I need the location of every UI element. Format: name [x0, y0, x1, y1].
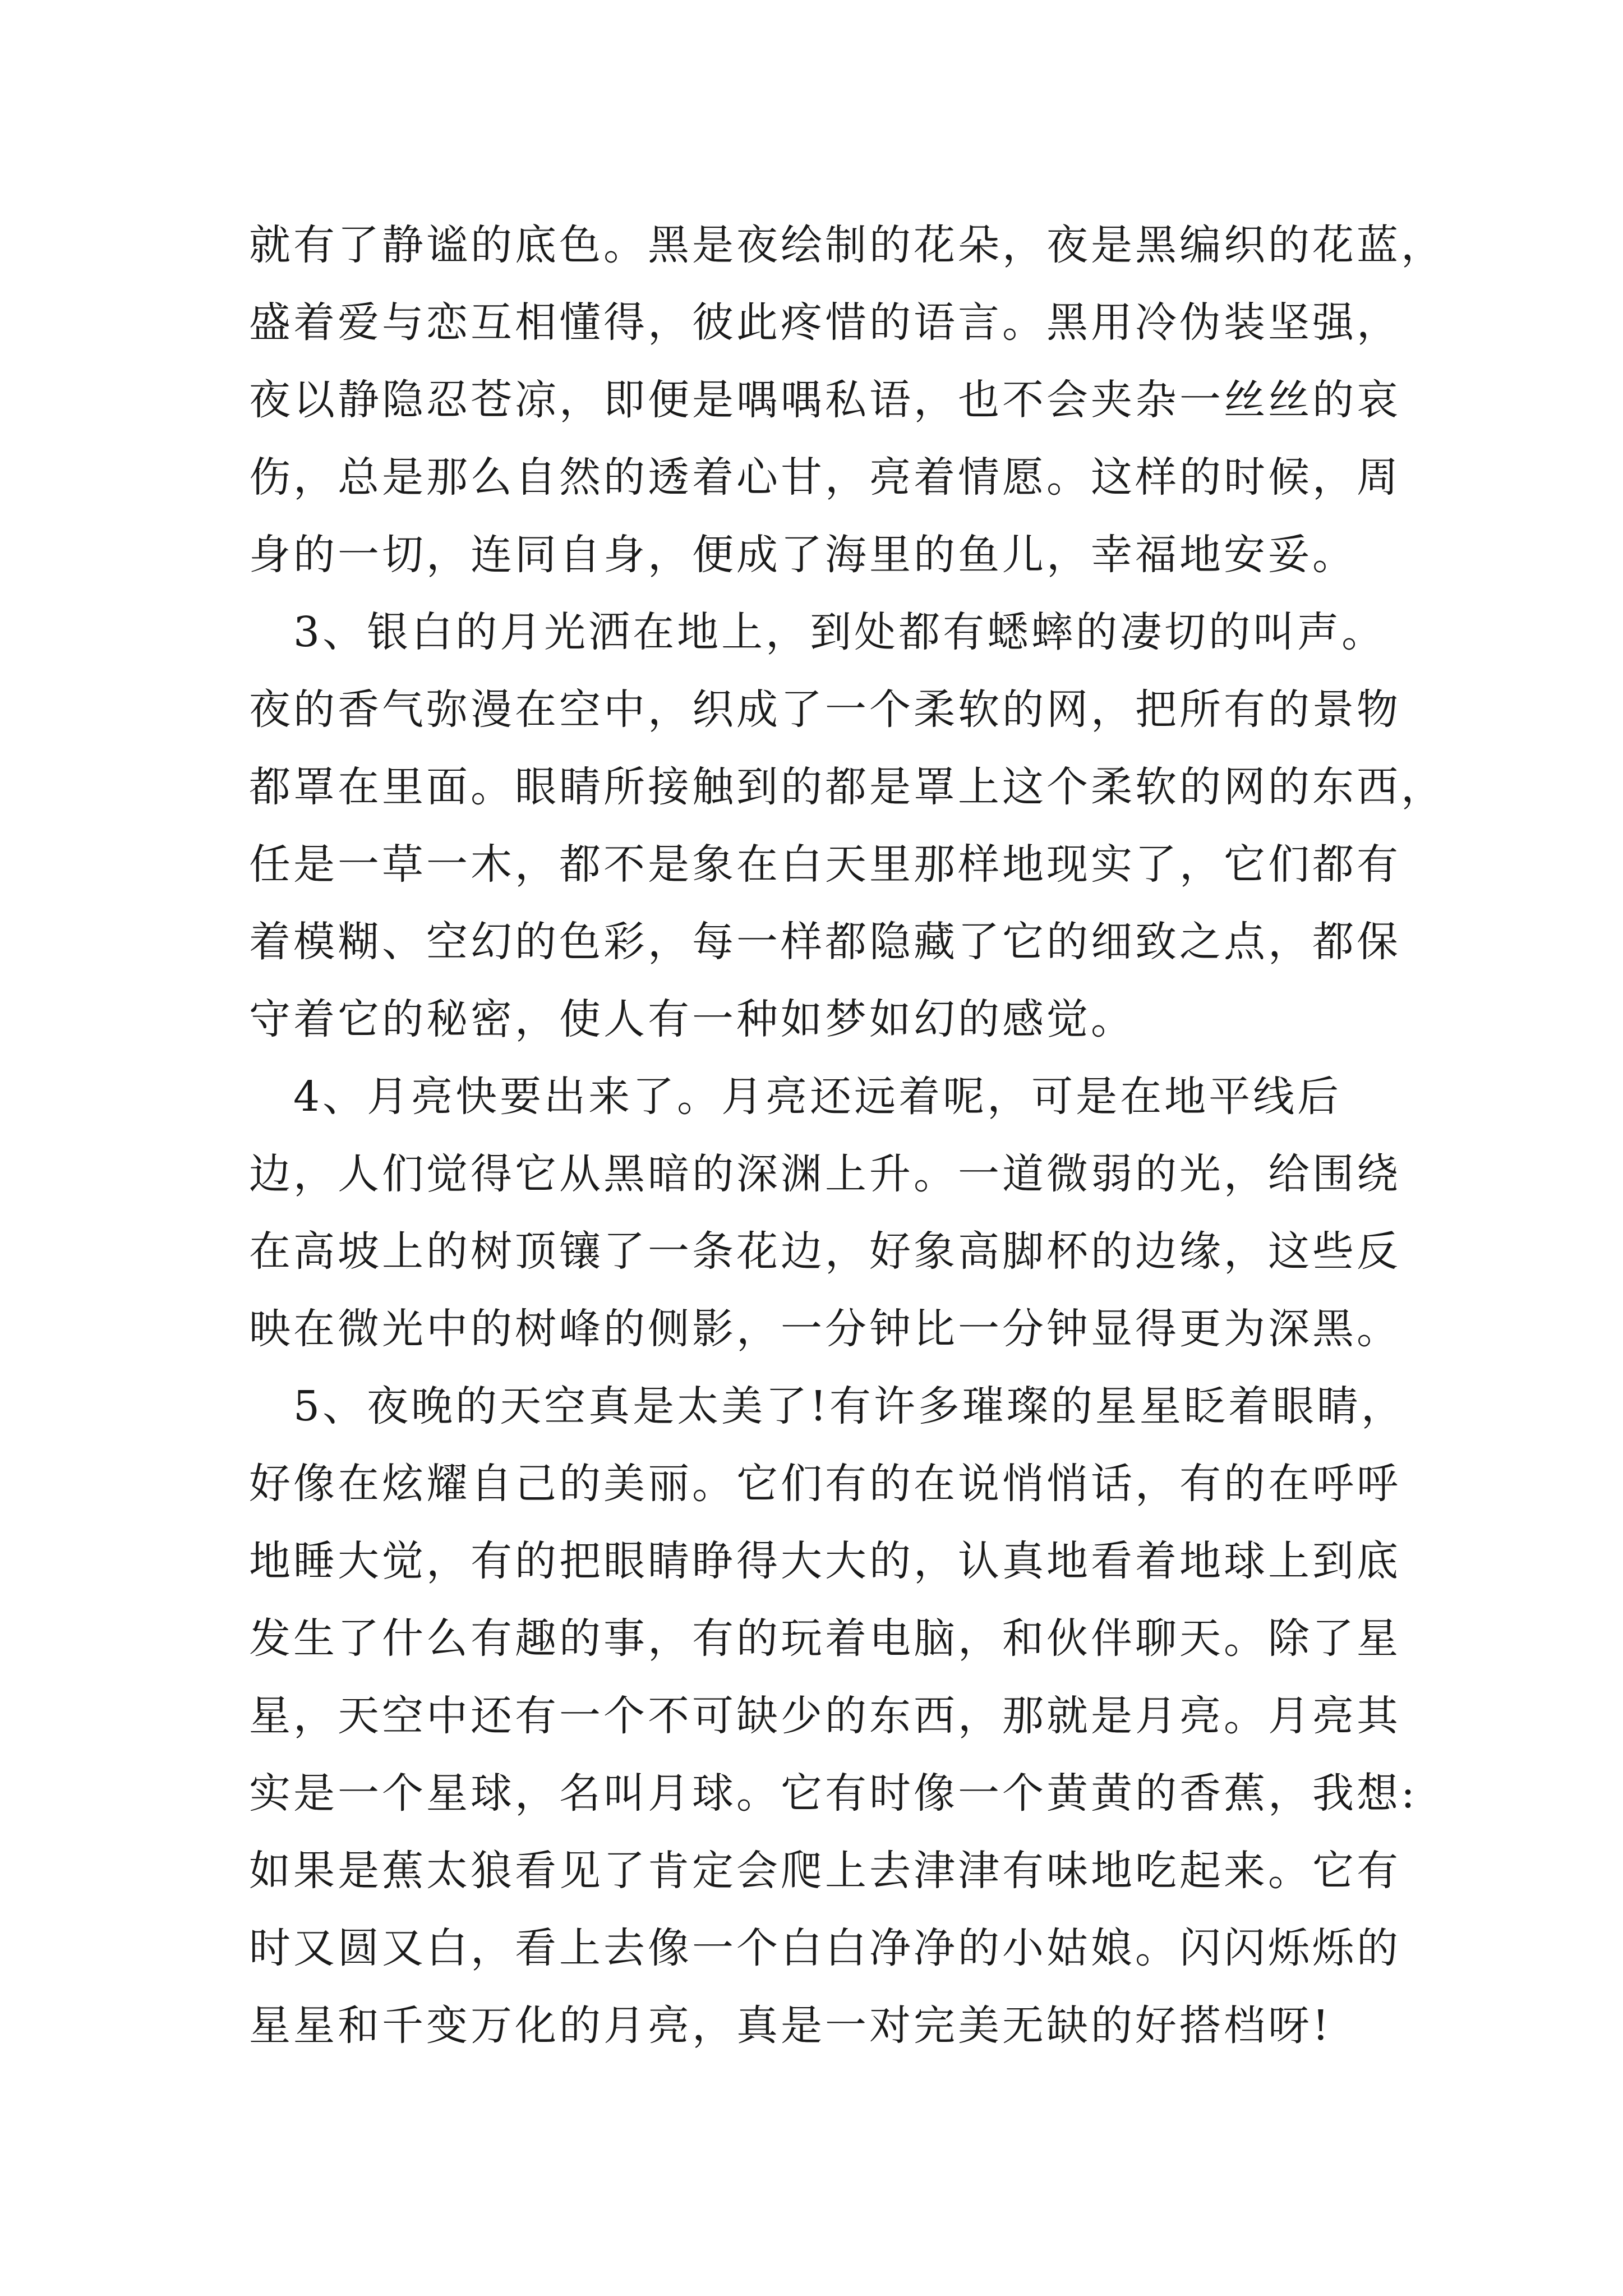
text-line: 如果是蕉太狼看见了肯定会爬上去津津有味地吃起来。它有 — [249, 1847, 1401, 1895]
text-line: 盛着爱与恋互相懂得，彼此疼惜的语言。黑用冷伪装坚强， — [249, 298, 1401, 347]
text-line: 发生了什么有趣的事，有的玩着电脑，和伙伴聊天。除了星 — [249, 1614, 1401, 1663]
text-line: 夜以静隐忍苍凉，即便是喁喁私语，也不会夹杂一丝丝的哀 — [249, 376, 1401, 424]
text-line: 地睡大觉，有的把眼睛睁得大大的，认真地看着地球上到底 — [249, 1537, 1401, 1585]
text-line: 好像在炫耀自己的美丽。它们有的在说悄悄话，有的在呼呼 — [249, 1460, 1401, 1508]
text-line: 就有了静谧的底色。黑是夜绘制的花朵，夜是黑编织的花蓝， — [249, 221, 1445, 269]
text-line: 实是一个星球，名叫月球。它有时像一个黄黄的香蕉，我想: — [249, 1769, 1418, 1818]
paragraph-4-start: 4、月亮快要出来了。月亮还远着呢，可是在地平线后 — [249, 1073, 1342, 1121]
paragraph-5-start: 5、夜晚的天空真是太美了!有许多璀璨的星星眨着眼睛， — [249, 1382, 1405, 1430]
text-line: 夜的香气弥漫在空中，织成了一个柔软的网，把所有的景物 — [249, 685, 1401, 734]
text-line: 时又圆又白，看上去像一个白白净净的小姑娘。闪闪烁烁的 — [249, 1924, 1401, 1972]
text-line: 伤，总是那么自然的透着心甘，亮着情愿。这样的时候，周 — [249, 453, 1401, 501]
text-line: 着模糊、空幻的色彩，每一样都隐藏了它的细致之点，都保 — [249, 918, 1401, 966]
text-line: 都罩在里面。眼睛所接触到的都是罩上这个柔软的网的东西， — [249, 763, 1445, 811]
text-line: 星星和千变万化的月亮，真是一对完美无缺的好搭档呀! — [249, 2001, 1332, 2050]
text-line: 星，天空中还有一个不可缺少的东西，那就是月亮。月亮其 — [249, 1692, 1401, 1740]
text-line: 边，人们觉得它从黑暗的深渊上升。一道微弱的光，给围绕 — [249, 1150, 1401, 1198]
text-line: 身的一切，连同自身，便成了海里的鱼儿，幸福地安妥。 — [249, 531, 1357, 579]
text-line: 在高坡上的树顶镶了一条花边，好象高脚杯的边缘，这些反 — [249, 1227, 1401, 1276]
body-text — [249, 206, 1445, 2064]
text-line: 守着它的秘密，使人有一种如梦如幻的感觉。 — [249, 995, 1135, 1043]
paragraph-3-start: 3、银白的月光洒在地上，到处都有蟋蟀的凄切的叫声。 — [249, 608, 1386, 656]
text-line: 映在微光中的树峰的侧影，一分钟比一分钟显得更为深黑。 — [249, 1305, 1401, 1353]
text-line: 任是一草一木，都不是象在白天里那样地现实了，它们都有 — [249, 840, 1401, 889]
